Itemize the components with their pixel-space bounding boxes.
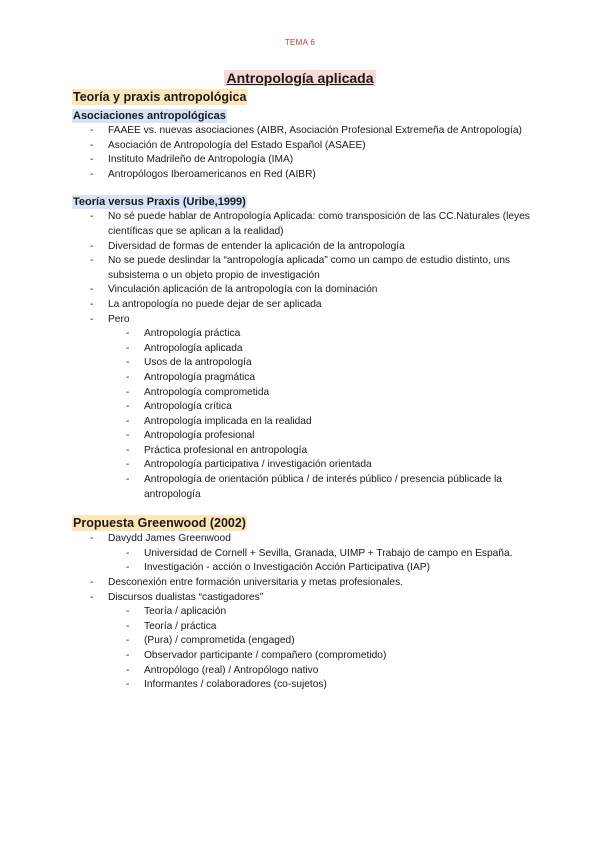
list-item: - Asociación de Antropología del Estado Español (ASAEE) — [90, 139, 366, 151]
list-item: - Teoría / práctica — [126, 620, 217, 632]
list-item: - Antropólogos Iberoamericanos en Red (AIBR) — [90, 168, 316, 180]
list-item: - Vinculación aplicación de la antropología con la dominación — [90, 284, 378, 296]
list-item: - Antropología implicada en la realidad — [126, 415, 312, 427]
list-item: - La antropología no puede dejar de ser aplicada — [90, 298, 322, 310]
list-item: - Práctica profesional en antropología — [126, 444, 308, 456]
list-item: - Teoría / aplicación — [126, 606, 227, 618]
list-item: - Antropología pragmática — [126, 371, 255, 383]
dualistas-sublist — [108, 605, 532, 693]
list-item: - Diversidad de formas de entender la aplicación de la antropología — [90, 240, 405, 252]
list-item: - (Pura) / comprometida (engaged) — [126, 635, 295, 647]
list-item: - Universidad de Cornell + Sevilla, Granada, UIMP + Trabajo de campo en España. — [126, 547, 513, 559]
document-title — [0, 70, 600, 88]
list-item: - Davydd James Greenwood - Universidad de Cornell + Sevilla, Granada, UIMP + Trabajo de campo en España. - Investigación - acción o Investigación Acción Participativa (IAP) — [72, 532, 532, 576]
greenwood-sublist — [108, 547, 532, 576]
greenwood-list — [72, 532, 532, 693]
list-item: - Antropología participativa / investigación orientada — [126, 459, 372, 471]
section-heading-greenwood: Propuesta Greenwood (2002) — [73, 516, 246, 531]
list-item: - Investigación - acción o Investigación Acción Participativa (IAP) — [126, 562, 430, 574]
list-item: - Antropología de orientación pública / de interés público / presencia públicade la antropología — [126, 474, 502, 500]
list-item: - Usos de la antropología — [126, 357, 252, 369]
teoria-praxis-list — [72, 210, 532, 502]
asociaciones-list — [72, 124, 532, 182]
list-item: - FAAEE vs. nuevas asociaciones (AIBR, Asociación Profesional Extremeña de Antropología) — [90, 125, 522, 136]
list-item: - Instituto Madrileño de Antropología (IMA) — [90, 154, 294, 166]
list-item: - Antropología comprometida — [126, 386, 270, 398]
list-item: - No sé puede hablar de Antropología Aplicada: como transposición de las CC.Naturales (leyes científicas que se aplican a la realidad) — [90, 211, 530, 237]
list-item: - Antropología práctica — [126, 328, 241, 340]
list-item: - Discursos dualistas “castigadores” - Teoría / aplicación - Teoría / práctica - (Pura) / comprometida (engaged) - Observador participante / compañero (comprometido) - Antropólogo (real) / Antropólogo nativo - Informantes / colaboradores (co-sujetos) — [72, 591, 532, 693]
list-item: - Antropología profesional — [126, 430, 255, 442]
list-item: - Desconexión entre formación universitaria y metas profesionales. — [90, 577, 404, 589]
document-body — [72, 88, 532, 693]
list-item: - Observador participante / compañero (comprometido) — [126, 650, 387, 661]
list-item: - No se puede deslindar la “antropología aplicada” como un campo de estudio distinto, uns subsistema o un objeto propio de investigación — [90, 255, 511, 281]
section-heading-teoria-praxis: Teoría y praxis antropológica — [73, 90, 247, 104]
subheading-teoria-versus-praxis: Teoría versus Praxis (Uribe,1999) — [73, 196, 246, 209]
list-item: - Antropología aplicada — [126, 342, 243, 354]
pero-sublist — [108, 327, 532, 502]
list-item: - Pero - Antropología práctica - Antropología aplicada - Usos de la antropología - Antropología pragmática - Antropología comprometida - Antropología crítica - Antropología implicada en la realidad - Antropología profesional - Práctica profesional en antropología - Antropología participativa / investigación orientada - Antropología de orientación pública / de interés público / presencia públicade la antropología — [72, 313, 532, 503]
document-title-text: Antropología aplicada — [226, 70, 374, 86]
list-item: - Informantes / colaboradores (co-sujetos) — [126, 679, 327, 691]
list-item: - Antropólogo (real) / Antropólogo nativo — [126, 664, 319, 676]
subheading-asociaciones: Asociaciones antropológicas — [73, 110, 226, 122]
page-header-tema: TEMA 6 — [284, 38, 316, 47]
list-item: - Antropología crítica — [126, 401, 232, 413]
